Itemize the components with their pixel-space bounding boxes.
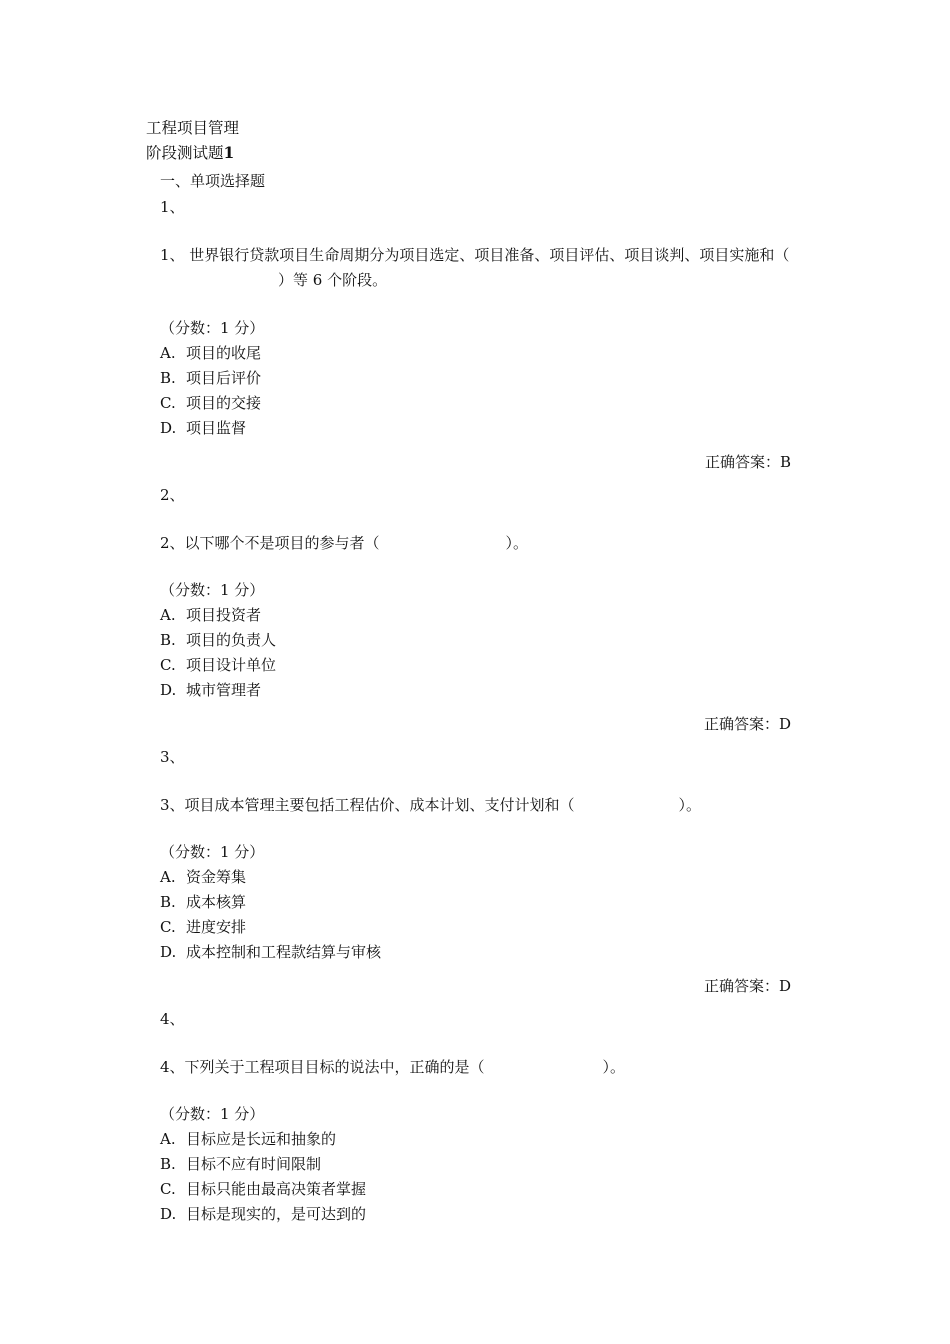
option-c: C. 进度安排 [160, 918, 247, 936]
question-score: （分数：1 分） [160, 1105, 265, 1123]
option-d: D. 目标是现实的，是可达到的 [160, 1205, 367, 1223]
option-b: B. 目标不应有时间限制 [160, 1155, 322, 1173]
correct-answer: 正确答案：D [703, 977, 791, 995]
option-a: A. 项目投资者 [160, 606, 262, 624]
question-stem: 4、下列关于工程项目目标的说法中，正确的是（ ）。 [160, 1058, 626, 1076]
question-stem: 3、项目成本管理主要包括工程估价、成本计划、支付计划和（ ）。 [160, 796, 702, 814]
question-number: 3、 [160, 748, 185, 766]
doc-subtitle [146, 143, 234, 163]
option-b: B. 项目后评价 [160, 369, 262, 387]
option-a: A. 资金筹集 [160, 868, 247, 886]
question-number: 2、 [160, 486, 185, 504]
question-number: 1、 [160, 198, 185, 216]
question-stem: 2、以下哪个不是项目的参与者（ ）。 [160, 534, 529, 552]
doc-title: 工程项目管理 [146, 119, 240, 137]
option-b: B. 成本核算 [160, 893, 247, 911]
section-heading: 一、单项选择题 [160, 172, 266, 190]
question-stem: 1、 世界银行贷款项目生命周期分为项目选定、项目准备、项目评估、项目谈判、项目实施和（）等 6 个阶段。 [160, 246, 790, 289]
option-d: D. 城市管理者 [160, 681, 262, 699]
option-b: B. 项目的负责人 [160, 631, 277, 649]
subtitle-text: 阶段测试题 [146, 144, 224, 162]
question-score: （分数：1 分） [160, 843, 265, 861]
question-number: 4、 [160, 1010, 185, 1028]
option-c: C. 项目设计单位 [160, 656, 277, 674]
option-d: D. 成本控制和工程款结算与审核 [160, 943, 382, 961]
question-score: （分数：1 分） [160, 581, 265, 599]
correct-answer: 正确答案：B [704, 453, 791, 471]
question-score: （分数：1 分） [160, 319, 265, 337]
option-d: D. 项目监督 [160, 419, 247, 437]
subtitle-number: 1 [223, 143, 235, 162]
option-c: C. 目标只能由最高决策者掌握 [160, 1180, 367, 1198]
option-c: C. 项目的交接 [160, 394, 262, 412]
option-a: A. 目标应是长远和抽象的 [160, 1130, 337, 1148]
correct-answer: 正确答案：D [703, 715, 791, 733]
option-a: A. 项目的收尾 [160, 344, 262, 362]
